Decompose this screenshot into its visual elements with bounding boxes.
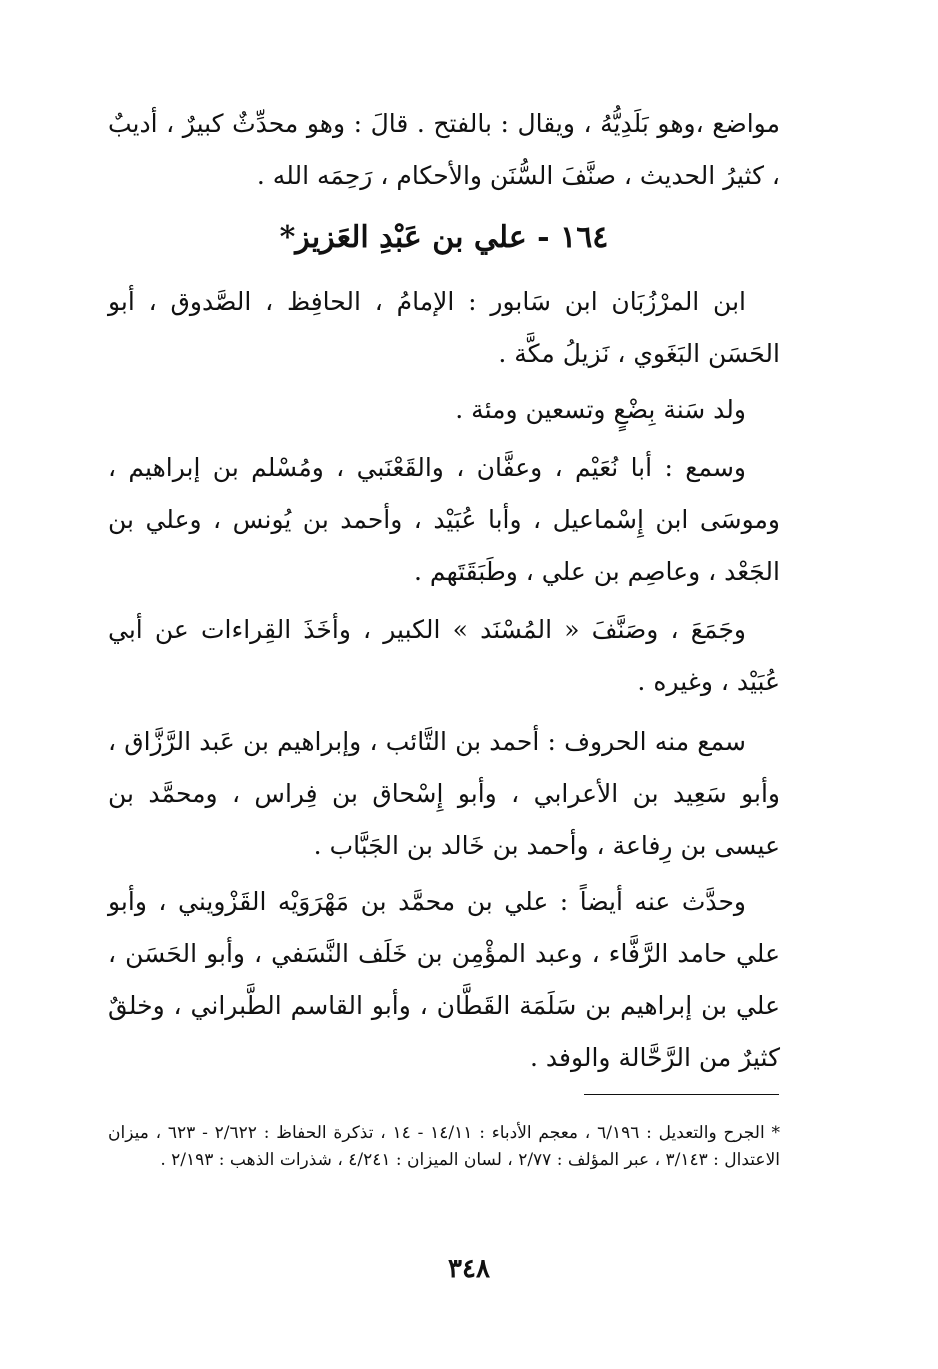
intro-paragraph: مواضع ،وهو بَلَدِيُّهُ ، ويقال : بالفتح . قالَ : وهو محدِّثٌ كبيرٌ ، أديبٌ ، كثيرُ الحديث ، صنَّفَ السُّنَن والأحكام ، رَحِمَه الله . <box>108 109 780 190</box>
page-number: ٣٤٨ <box>448 1254 490 1284</box>
footnote-sources: * الجرح والتعديل : ٦/١٩٦ ، معجم الأدباء : ١٤/١١ - ١٤ ، تذكرة الحفاظ : ٢/٦٢٢ - ٦٢٣ ، ميزان الاعتدال : ٣/١٤٣ ، عبر المؤلف : ٢/٧٧ ، لسان الميزان : ٤/٢٤١ ، شذرات الذهب : ٢/١٩٣ . <box>108 1123 780 1170</box>
paragraph-lineage: ابن المرْزُبَان ابن سَابور : الإمامُ ، الحافِظ ، الصَّدوق ، أبو الحَسَن البَغَوي ، نَزيلُ مكَّة . <box>108 287 780 368</box>
paragraph-works: وجَمَعَ ، وصَنَّفَ « المُسْنَد » الكبير ، وأخَذَ القِراءات عن أبي عُبَيْد ، وغيره . <box>108 615 780 696</box>
paragraph-students-hadith: وحدَّث عنه أيضاً : علي بن محمَّد بن مَهْرَوَيْه القَزْويني ، وأبو علي حامد الرَّفَّاء ، وعبد المؤْمِن بن خَلَف النَّسَفي ، وأبو الحَسَن ، علي بن إبراهيم بن سَلَمَة القَطَّان ، وأبو القاسم الطَّبراني ، وخلقٌ كثيرٌ من الرَّحَّالة والوفد . <box>108 887 780 1072</box>
entry-heading: ١٦٤ - علي بن عَبْدِ العَزيز* <box>279 220 609 255</box>
paragraph-teachers: وسمع : أبا نُعَيْم ، وعفَّان ، والقَعْنَبي ، ومُسْلم بن إبراهيم ، وموسَى ابن إِسْماعيل ، وأبا عُبَيْد ، وأحمد بن يُونس ، وعلي بن الجَعْد ، وعاصِم بن علي ، وطَبَقَتَهم . <box>108 453 780 586</box>
paragraph-students-letters: سمع منه الحروف : أحمد بن التَّائب ، وإبراهيم بن عَبد الرَّزَّاق ، وأبو سَعِيد بن الأعرابي ، وأبو إِسْحاق بن فِراس ، ومحمَّد بن عيسى بن رِفاعة ، وأحمد بن خَالد بن الجَبَّاب . <box>108 727 780 860</box>
paragraph-birth: ولد سَنة بِضْعٍ وتسعين ومئة . <box>455 395 746 424</box>
footnote-divider <box>584 1094 779 1095</box>
